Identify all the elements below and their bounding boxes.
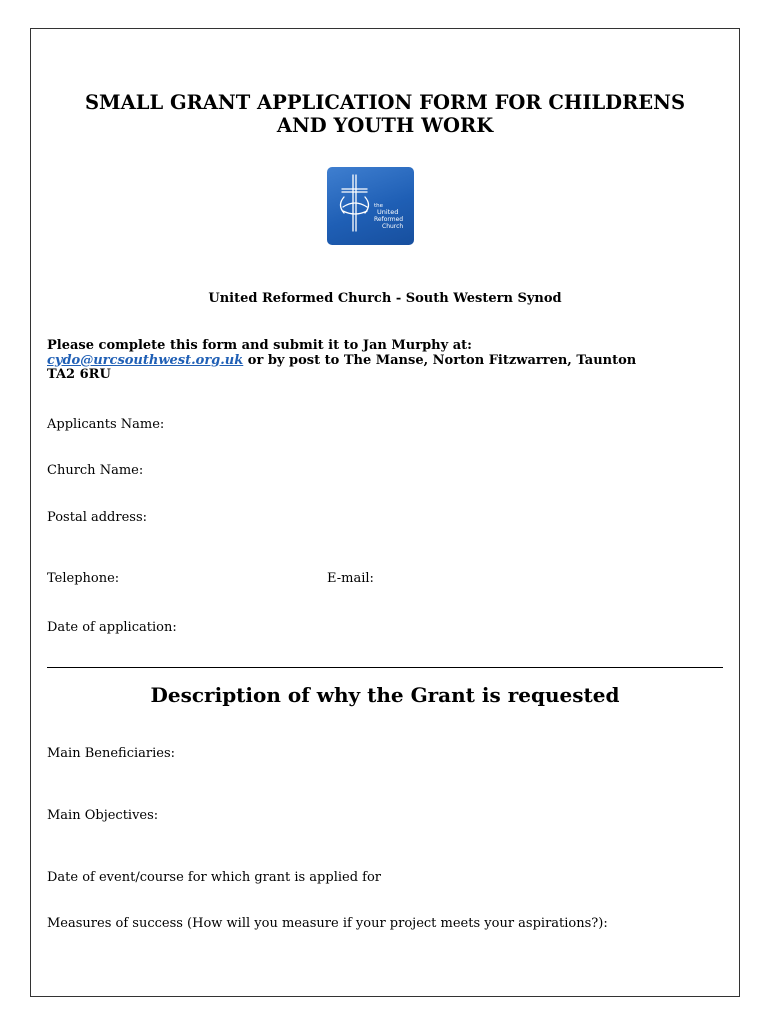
measures-of-success-label: Measures of success (How will you measure if your project meets your aspirations?):: [47, 916, 608, 931]
applicant-name-label: Applicants Name:: [47, 417, 165, 432]
form-title-line1: SMALL GRANT APPLICATION FORM FOR CHILDRENS: [84, 91, 686, 114]
date-of-event-label: Date of event/course for which grant is applied for: [47, 870, 382, 885]
date-of-application-label: Date of application:: [47, 620, 177, 635]
telephone-label: Telephone:: [47, 571, 120, 586]
main-beneficiaries-label: Main Beneficiaries:: [47, 746, 176, 761]
form-title: [31, 91, 739, 137]
main-objectives-label: Main Objectives:: [47, 808, 159, 823]
logo-text-church: Church: [382, 223, 404, 230]
section-title: Description of why the Grant is requested: [150, 683, 620, 707]
instructions-address: or by post to The Manse, Norton Fitzwarren, Taunton: [243, 352, 637, 368]
email-label: E-mail:: [327, 571, 374, 586]
instructions-line3: TA2 6RU: [47, 367, 111, 382]
form-title-line2: AND YOUTH WORK: [276, 114, 494, 137]
synod-heading: United Reformed Church - South Western Synod: [208, 291, 562, 306]
email-link[interactable]: cydo@urcsouthwest.org.uk: [47, 352, 244, 368]
logo-text-united: United: [377, 208, 399, 216]
logo-text-the: the: [374, 203, 384, 209]
urc-logo: [327, 167, 414, 245]
section-divider: [47, 667, 723, 668]
form-page: [30, 28, 740, 997]
cross-dove-icon: [327, 167, 414, 245]
instructions-line1: Please complete this form and submit it to Jan Murphy at:: [47, 338, 472, 353]
instructions: [47, 339, 727, 383]
postal-address-label: Postal address:: [47, 510, 148, 525]
church-name-label: Church Name:: [47, 463, 144, 478]
instructions-line2: [47, 354, 727, 369]
logo-text-reformed: Reformed: [374, 216, 404, 223]
